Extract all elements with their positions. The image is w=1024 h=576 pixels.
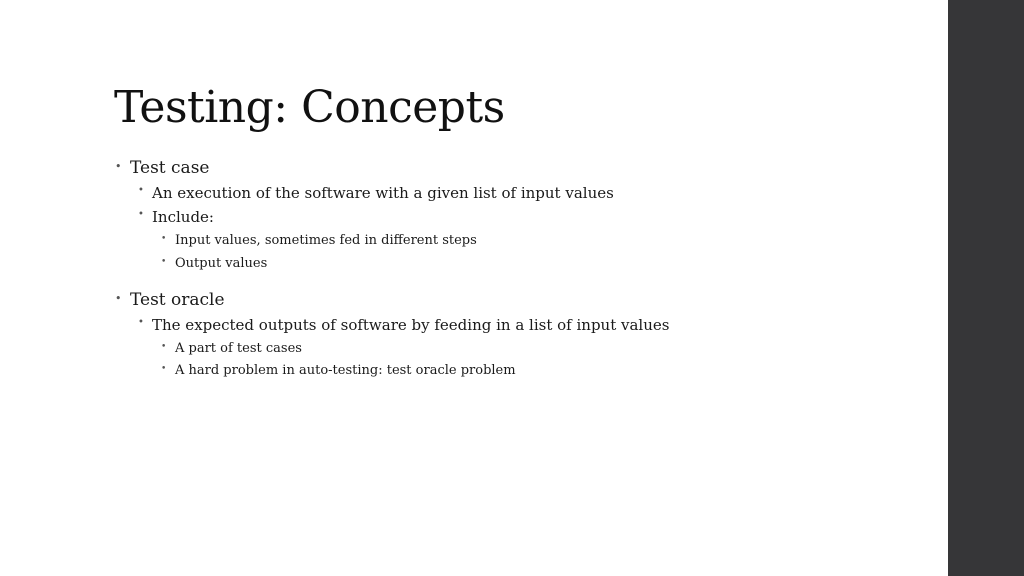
bullet-test-oracle (115, 290, 225, 310)
sub-sub-bullet-output-values (161, 256, 268, 271)
bullet-icon: • (115, 292, 122, 305)
bullet-text: The expected outputs of software by feeding in a list of input values (152, 316, 670, 334)
bullet-text: A hard problem in auto-testing: test oracle problem (175, 363, 516, 378)
right-sidebar-bar (948, 0, 1024, 576)
bullet-test-case (115, 158, 210, 178)
bullet-icon: • (115, 160, 122, 173)
bullet-icon: • (138, 209, 144, 220)
bullet-icon: • (161, 234, 167, 244)
bullet-text: An execution of the software with a given list of input values (152, 184, 614, 202)
bullet-text: A part of test cases (175, 341, 302, 356)
sub-bullet-include (138, 208, 214, 226)
bullet-icon: • (161, 257, 167, 267)
bullet-icon: • (161, 342, 167, 352)
sub-sub-bullet-hard-problem (161, 363, 516, 378)
sub-sub-bullet-part-of-test-cases (161, 341, 302, 356)
bullet-text: Test case (130, 158, 210, 178)
bullet-text: Test oracle (130, 290, 225, 310)
bullet-icon: • (138, 185, 144, 196)
sub-sub-bullet-input-values (161, 233, 477, 248)
bullet-text: Include: (152, 208, 214, 226)
bullet-icon: • (138, 317, 144, 328)
bullet-text: Input values, sometimes fed in different steps (175, 233, 477, 248)
sub-bullet-expected-outputs (138, 316, 670, 334)
bullet-text: Output values (175, 256, 268, 271)
bullet-icon: • (161, 364, 167, 374)
slide-title: Testing: Concepts (114, 82, 505, 133)
sub-bullet-execution (138, 184, 614, 202)
